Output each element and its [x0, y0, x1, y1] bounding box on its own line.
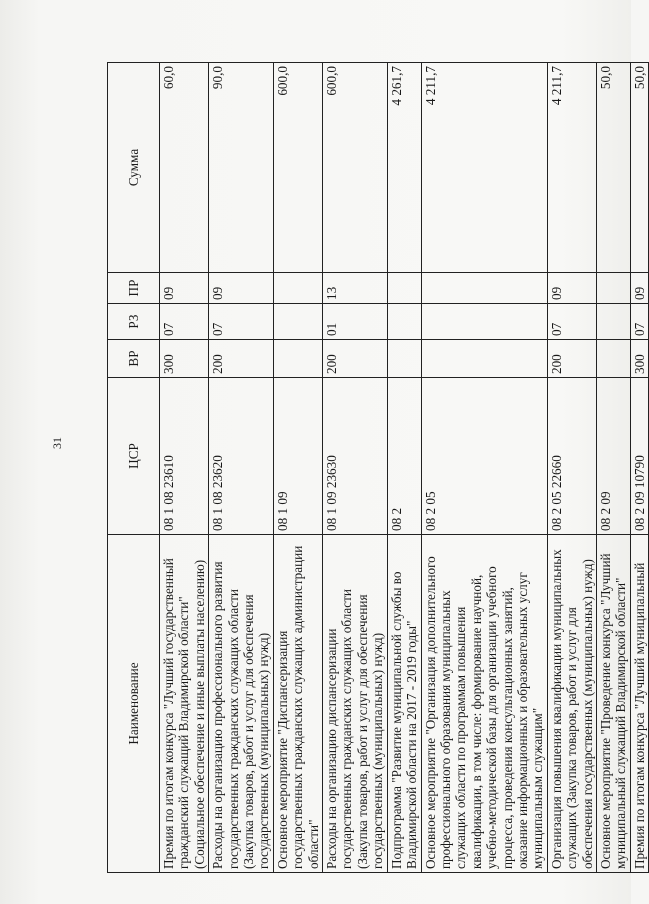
row-csr: 08 2 05	[421, 378, 547, 535]
row-vr	[273, 340, 322, 378]
row-sum: 50,0	[596, 63, 630, 273]
table-row	[387, 63, 421, 873]
row-rz: 01	[323, 304, 388, 340]
row-vr: 200	[547, 340, 596, 378]
row-name: Премия по итогам конкурса "Лучший муниципальный	[630, 535, 648, 873]
row-name: Основное мероприятие "Диспансеризация государственных гражданских служащих администрации области"	[273, 535, 322, 873]
row-pr	[387, 273, 421, 304]
table-row	[630, 63, 648, 873]
row-sum: 4 211,7	[547, 63, 596, 273]
row-sum: 4 261,7	[387, 63, 421, 273]
row-sum: 90,0	[209, 63, 274, 273]
row-rz: 07	[209, 304, 274, 340]
row-sum: 600,0	[323, 63, 388, 273]
row-csr: 08 1 09 23630	[323, 378, 388, 535]
row-sum: 600,0	[273, 63, 322, 273]
row-csr: 08 1 08 23610	[160, 378, 209, 535]
row-name: Основное мероприятие "Проведение конкурса "Лучший муниципальный служащий Владимирской области"	[596, 535, 630, 873]
page-number: 31	[50, 437, 64, 449]
row-pr	[421, 273, 547, 304]
row-name: Расходы на организацию профессионального развития государственных гражданских служащих области (Закупка товаров, работ и услуг для обеспечения государственных (муниципальных) нужд)	[209, 535, 274, 873]
table-row	[421, 63, 547, 873]
row-vr	[421, 340, 547, 378]
row-pr	[596, 273, 630, 304]
row-rz	[387, 304, 421, 340]
row-sum: 50,0	[630, 63, 648, 273]
row-rz: 07	[630, 304, 648, 340]
row-name: Основное мероприятие "Организация дополнительного профессионального образования муниципальных служащих области по программам повышения квалификации, в том числе: формирование научной, учебно-методической базы для организации учебного процесса, проведения консультационных занятий, оказание информационных и образовательных услуг муниципальным служащим"	[421, 535, 547, 873]
row-csr: 08 2 05 22660	[547, 378, 596, 535]
row-pr: 09	[547, 273, 596, 304]
row-rz: 07	[547, 304, 596, 340]
row-name: Организация повышения квалификации муниципальных служащих (Закупка товаров, работ и услуг для обеспечения государственных (муниципальных) нужд)	[547, 535, 596, 873]
row-rz	[421, 304, 547, 340]
table-row	[273, 63, 322, 873]
column-header-name: Наименование	[108, 535, 160, 873]
row-csr: 08 2	[387, 378, 421, 535]
row-name: Расходы на организацию диспансеризации государственных гражданских служащих области (Закупка товаров, работ и услуг для обеспечения государственных (муниципальных) нужд)	[323, 535, 388, 873]
row-sum: 4 211,7	[421, 63, 547, 273]
table-header-row	[108, 63, 160, 873]
row-pr: 13	[323, 273, 388, 304]
row-vr: 300	[160, 340, 209, 378]
column-header-sum: Сумма	[108, 63, 160, 273]
row-vr: 200	[323, 340, 388, 378]
budget-table	[107, 62, 649, 873]
row-rz: 07	[160, 304, 209, 340]
table-row	[160, 63, 209, 873]
row-csr: 08 2 09	[596, 378, 630, 535]
column-header-vr: ВР	[108, 340, 160, 378]
row-csr: 08 2 09 10790	[630, 378, 648, 535]
row-vr: 200	[209, 340, 274, 378]
row-sum: 60,0	[160, 63, 209, 273]
column-header-csr: ЦСР	[108, 378, 160, 535]
row-csr: 08 1 08 23620	[209, 378, 274, 535]
table-row	[209, 63, 274, 873]
row-vr	[387, 340, 421, 378]
table-row	[547, 63, 596, 873]
row-pr: 09	[160, 273, 209, 304]
column-header-rz: РЗ	[108, 304, 160, 340]
row-rz	[596, 304, 630, 340]
row-vr: 300	[630, 340, 648, 378]
row-csr: 08 1 09	[273, 378, 322, 535]
table-row	[596, 63, 630, 873]
table-row	[323, 63, 388, 873]
row-rz	[273, 304, 322, 340]
row-vr	[596, 340, 630, 378]
rotated-table-container	[107, 63, 647, 873]
column-header-pr: ПР	[108, 273, 160, 304]
row-name: Подпрограмма "Развитие муниципальной службы во Владимирской области на 2017 - 2019 годы"	[387, 535, 421, 873]
row-pr: 09	[630, 273, 648, 304]
row-name: Премия по итогам конкурса "Лучший государственный гражданский служащий Владимирской области" (Социальное обеспечение и иные выплаты населению)	[160, 535, 209, 873]
row-pr: 09	[209, 273, 274, 304]
row-pr	[273, 273, 322, 304]
